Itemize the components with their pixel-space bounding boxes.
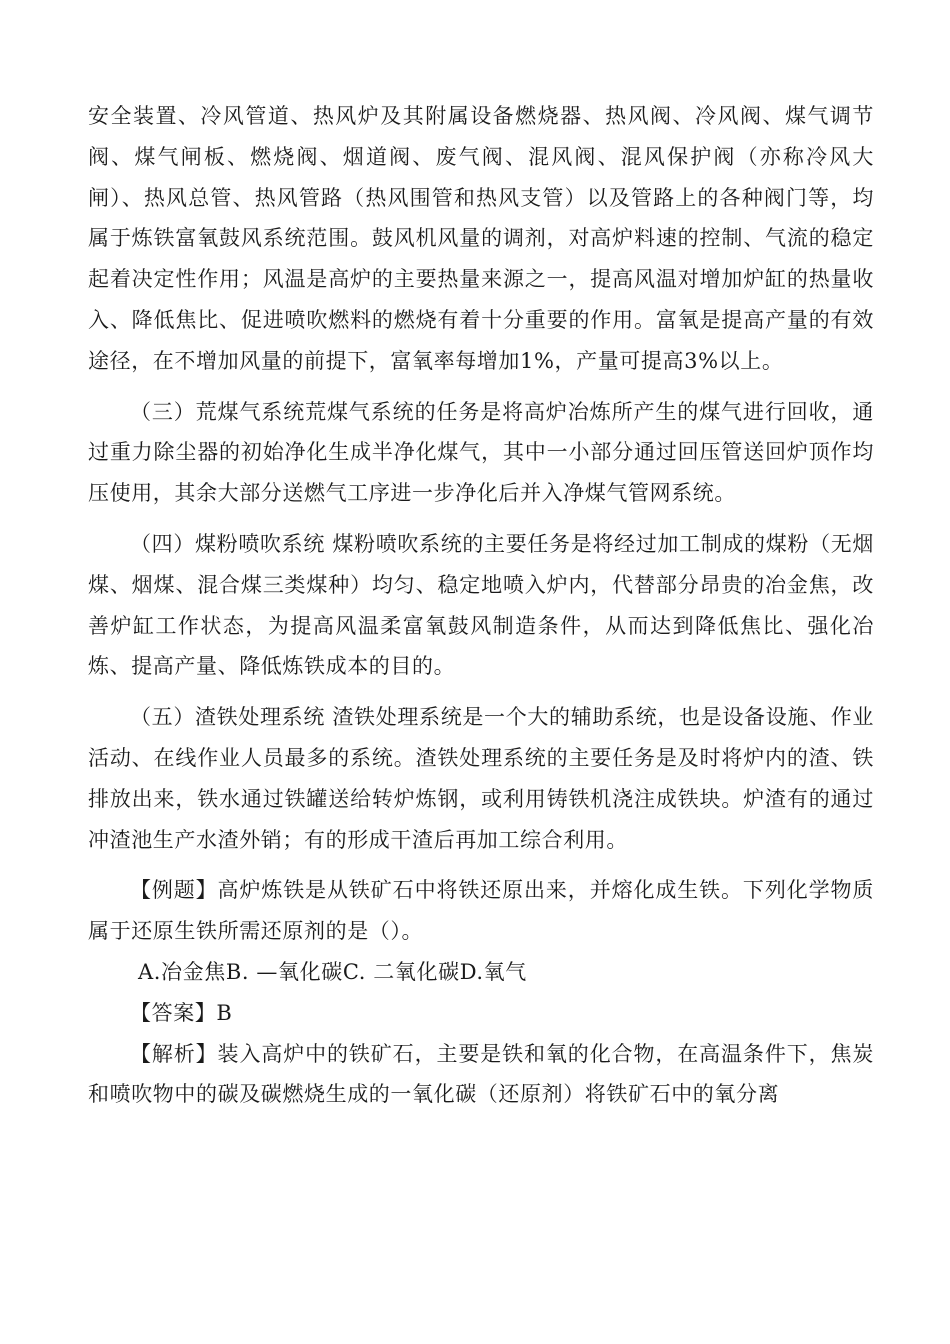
example-analysis: 【解析】装入高炉中的铁矿石，主要是铁和氧的化合物，在高温条件下，焦炭和喷吹物中的碳及碳燃烧生成的一氧化碳（还原剂）将铁矿石中的氧分离 — [88, 1041, 874, 1107]
paragraph-blast-system: 安全装置、冷风管道、热风炉及其附属设备燃烧器、热风阀、冷风阀、煤气调节阀、煤气闸板、燃烧阀、烟道阀、废气阀、混风阀、混风保护阀（亦称冷风大闸）、热风总管、热风管路（热风围管和热风支管）以及管路上的各种阀门等，均属于炼铁富氧鼓风系统范围。鼓风机风量的调剂，对高炉料速的控制、气流的稳定起着决定性作用；风温是高炉的主要热量来源之一，提高风温对增加炉缸的热量收入、降低焦比、促进喷吹燃料的燃烧有着十分重要的作用。富氧是提高产量的有效途径，在不增加风量的前提下，富氧率每增加1%，产量可提高3%以上。 — [88, 104, 874, 373]
paragraph-spacer — [88, 687, 874, 697]
example-answer: 【答案】B — [130, 1000, 233, 1025]
document-body — [88, 96, 874, 1115]
paragraph-slag-iron-system: （五）渣铁处理系统 渣铁处理系统是一个大的辅助系统，也是设备设施、作业活动、在线作业人员最多的系统。渣铁处理系统的主要任务是及时将炉内的渣、铁排放出来，铁水通过铁罐送给转炉炼钢，或利用铸铁机浇注成铁块。炉渣有的通过冲渣池生产水渣外销；有的形成干渣后再加工综合利用。 — [88, 705, 874, 852]
example-options: A.冶金焦B. —氧化碳C. 二氧化碳D.氧气 — [138, 959, 527, 984]
paragraph-spacer — [88, 382, 874, 392]
paragraph-spacer — [88, 860, 874, 870]
paragraph-spacer — [88, 514, 874, 524]
paragraph-coal-injection-system: （四）煤粉喷吹系统 煤粉喷吹系统的主要任务是将经过加工制成的煤粉（无烟煤、烟煤、混合煤三类煤种）均匀、稳定地喷入炉内，代替部分昂贵的冶金焦，改善炉缸工作状态，为提高风温柔富氧鼓风制造条件，从而达到降低焦比、强化冶炼、提高产量、降低炼铁成本的目的。 — [88, 531, 874, 679]
example-question: 【例题】高炉炼铁是从铁矿石中将铁还原出来，并熔化成生铁。下列化学物质属于还原生铁所需还原剂的是（）。 — [88, 878, 874, 944]
paragraph-raw-gas-system: （三）荒煤气系统荒煤气系统的任务是将高炉冶炼所产生的煤气进行回收，通过重力除尘器的初始净化生成半净化煤气，其中一小部分通过回压管送回炉顶作均压使用，其余大部分送燃气工序进一步净化后并入净煤气管网系统。 — [88, 399, 874, 506]
